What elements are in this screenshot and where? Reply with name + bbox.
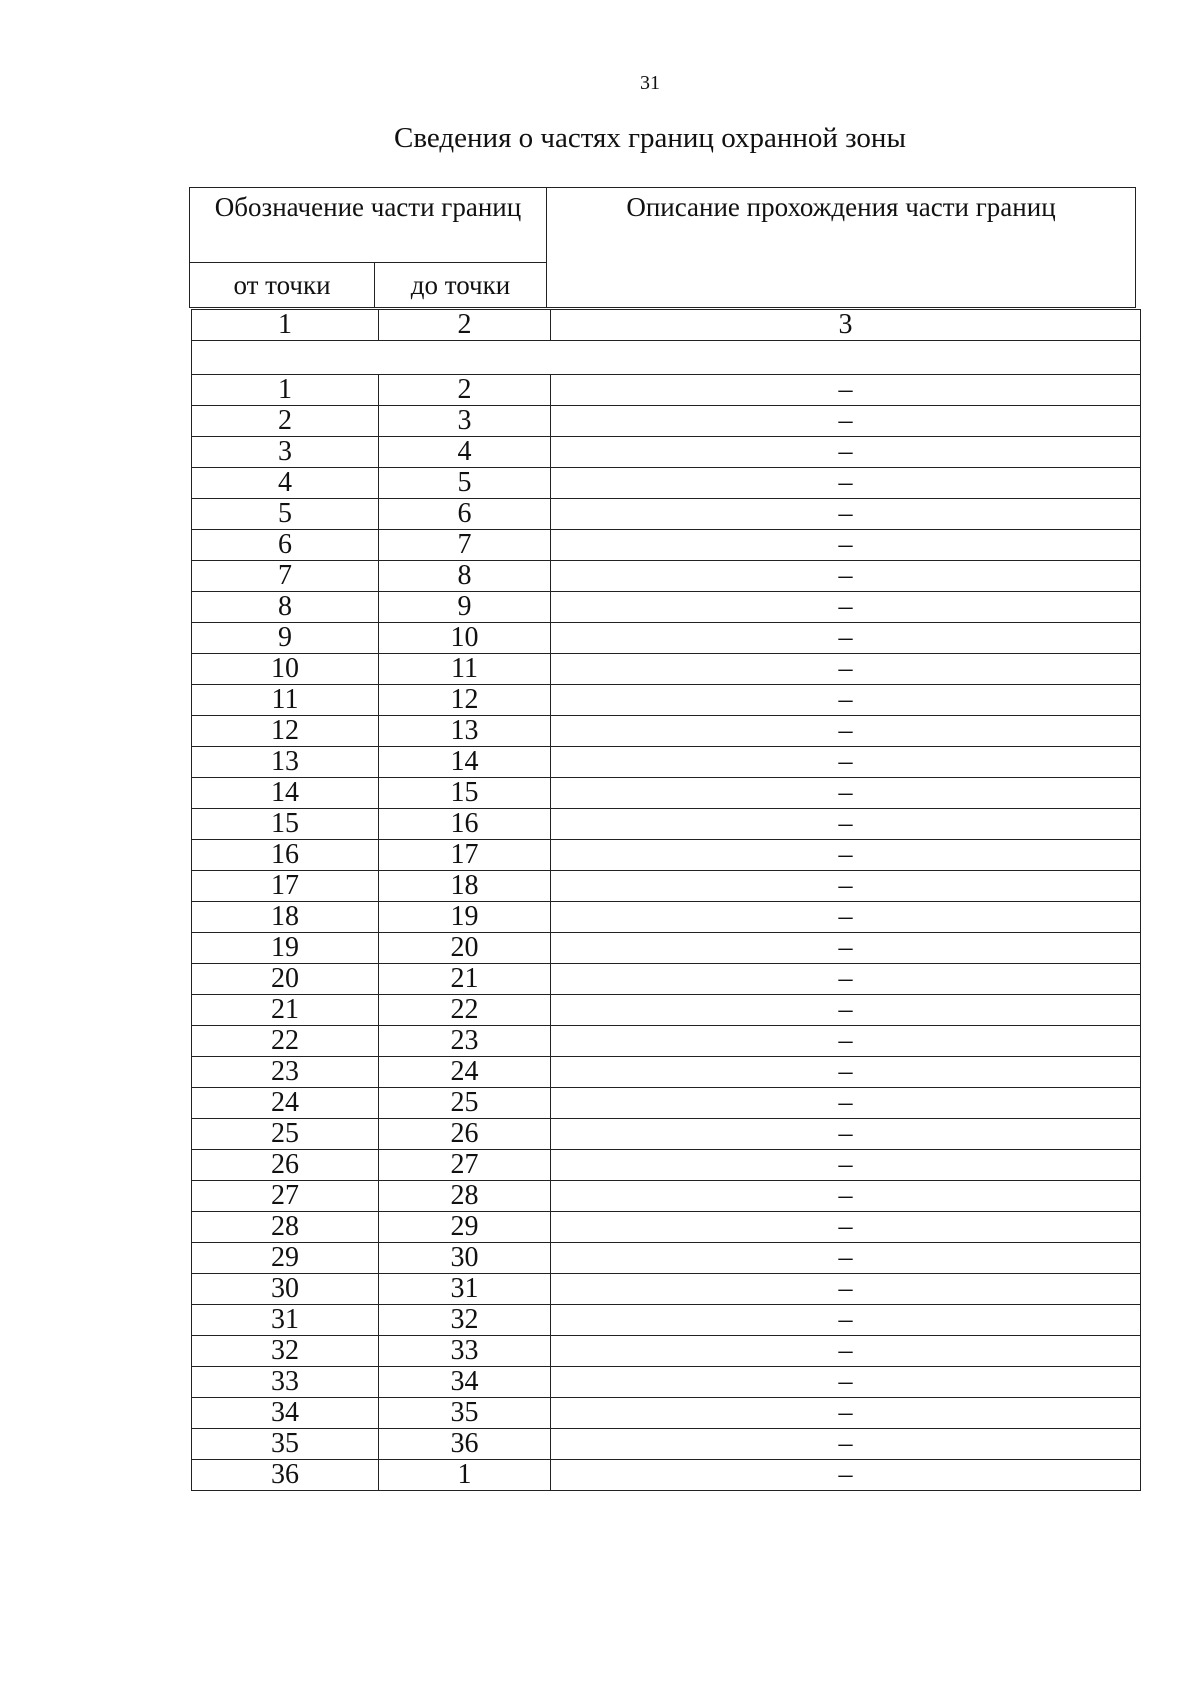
table-row [192, 1398, 1141, 1429]
description-cell: – [551, 840, 1141, 871]
from-point-cell: 27 [192, 1181, 379, 1212]
table-row [192, 1181, 1141, 1212]
from-point-cell: 9 [192, 623, 379, 654]
table-row [192, 1119, 1141, 1150]
table-row [192, 437, 1141, 468]
to-point-cell: 17 [379, 840, 551, 871]
table-row [192, 1057, 1141, 1088]
description-cell: – [551, 623, 1141, 654]
from-point-cell: 31 [192, 1305, 379, 1336]
table-row [192, 871, 1141, 902]
description-cell: – [551, 437, 1141, 468]
to-point-cell: 15 [379, 778, 551, 809]
description-cell: – [551, 406, 1141, 437]
table-row [192, 1088, 1141, 1119]
column-number: 2 [379, 310, 551, 341]
header-to-point: до точки [375, 263, 547, 308]
from-point-cell: 12 [192, 716, 379, 747]
to-point-cell: 33 [379, 1336, 551, 1367]
description-cell: – [551, 1181, 1141, 1212]
table-row [192, 716, 1141, 747]
from-point-cell: 21 [192, 995, 379, 1026]
from-point-cell: 4 [192, 468, 379, 499]
header-boundary-part-description: Описание прохождения части границ [547, 188, 1136, 308]
description-cell: – [551, 1336, 1141, 1367]
description-cell: – [551, 654, 1141, 685]
description-cell: – [551, 1026, 1141, 1057]
from-point-cell: 24 [192, 1088, 379, 1119]
from-point-cell: 28 [192, 1212, 379, 1243]
to-point-cell: 20 [379, 933, 551, 964]
to-point-cell: 13 [379, 716, 551, 747]
from-point-cell: 17 [192, 871, 379, 902]
description-cell: – [551, 809, 1141, 840]
description-cell: – [551, 995, 1141, 1026]
description-cell: – [551, 592, 1141, 623]
table-row [192, 561, 1141, 592]
table-row [192, 685, 1141, 716]
to-point-cell: 16 [379, 809, 551, 840]
header-boundary-part-designation: Обозначение части границ [190, 188, 547, 263]
description-cell: – [551, 530, 1141, 561]
from-point-cell: 15 [192, 809, 379, 840]
table-row [192, 1274, 1141, 1305]
table-row [192, 623, 1141, 654]
from-point-cell: 29 [192, 1243, 379, 1274]
description-cell: – [551, 499, 1141, 530]
to-point-cell: 14 [379, 747, 551, 778]
to-point-cell: 5 [379, 468, 551, 499]
from-point-cell: 23 [192, 1057, 379, 1088]
description-cell: – [551, 1274, 1141, 1305]
from-point-cell: 13 [192, 747, 379, 778]
from-point-cell: 26 [192, 1150, 379, 1181]
from-point-cell: 25 [192, 1119, 379, 1150]
table-row [192, 1243, 1141, 1274]
table-row [192, 778, 1141, 809]
to-point-cell: 8 [379, 561, 551, 592]
description-cell: – [551, 1088, 1141, 1119]
to-point-cell: 30 [379, 1243, 551, 1274]
table-row [192, 995, 1141, 1026]
table-row [192, 499, 1141, 530]
to-point-cell: 32 [379, 1305, 551, 1336]
from-point-cell: 35 [192, 1429, 379, 1460]
to-point-cell: 2 [379, 375, 551, 406]
to-point-cell: 18 [379, 871, 551, 902]
from-point-cell: 36 [192, 1460, 379, 1491]
to-point-cell: 10 [379, 623, 551, 654]
boundary-parts-table [191, 309, 1141, 1491]
from-point-cell: 5 [192, 499, 379, 530]
table-row [192, 840, 1141, 871]
page-title: Сведения о частях границ охранной зоны [394, 122, 906, 154]
to-point-cell: 34 [379, 1367, 551, 1398]
to-point-cell: 36 [379, 1429, 551, 1460]
description-cell: – [551, 685, 1141, 716]
description-cell: – [551, 1150, 1141, 1181]
section-label [192, 341, 1141, 375]
to-point-cell: 19 [379, 902, 551, 933]
description-cell: – [551, 375, 1141, 406]
column-numbers-row [192, 310, 1141, 341]
to-point-cell: 27 [379, 1150, 551, 1181]
description-cell: – [551, 871, 1141, 902]
from-point-cell: 22 [192, 1026, 379, 1057]
description-cell: – [551, 902, 1141, 933]
from-point-cell: 6 [192, 530, 379, 561]
from-point-cell: 11 [192, 685, 379, 716]
description-cell: – [551, 1243, 1141, 1274]
column-number: 3 [551, 310, 1141, 341]
table-row [192, 592, 1141, 623]
from-point-cell: 30 [192, 1274, 379, 1305]
description-cell: – [551, 716, 1141, 747]
to-point-cell: 9 [379, 592, 551, 623]
table-row [192, 1429, 1141, 1460]
from-point-cell: 7 [192, 561, 379, 592]
from-point-cell: 16 [192, 840, 379, 871]
from-point-cell: 14 [192, 778, 379, 809]
description-cell: – [551, 964, 1141, 995]
description-cell: – [551, 1305, 1141, 1336]
to-point-cell: 12 [379, 685, 551, 716]
table-row [192, 406, 1141, 437]
from-point-cell: 20 [192, 964, 379, 995]
from-point-cell: 8 [192, 592, 379, 623]
to-point-cell: 31 [379, 1274, 551, 1305]
description-cell: – [551, 1212, 1141, 1243]
table-row [192, 902, 1141, 933]
table-row [192, 964, 1141, 995]
table-row [192, 747, 1141, 778]
table-row [192, 1150, 1141, 1181]
description-cell: – [551, 468, 1141, 499]
from-point-cell: 19 [192, 933, 379, 964]
table-row [192, 530, 1141, 561]
table-row [192, 1212, 1141, 1243]
description-cell: – [551, 1367, 1141, 1398]
from-point-cell: 32 [192, 1336, 379, 1367]
header-from-point: от точки [190, 263, 375, 308]
to-point-cell: 4 [379, 437, 551, 468]
description-cell: – [551, 1460, 1141, 1491]
description-cell: – [551, 778, 1141, 809]
to-point-cell: 22 [379, 995, 551, 1026]
table-row [192, 1367, 1141, 1398]
description-cell: – [551, 933, 1141, 964]
from-point-cell: 33 [192, 1367, 379, 1398]
to-point-cell: 26 [379, 1119, 551, 1150]
to-point-cell: 6 [379, 499, 551, 530]
to-point-cell: 3 [379, 406, 551, 437]
to-point-cell: 25 [379, 1088, 551, 1119]
table-row [192, 1026, 1141, 1057]
description-cell: – [551, 561, 1141, 592]
to-point-cell: 24 [379, 1057, 551, 1088]
section-row [192, 341, 1141, 375]
description-cell: – [551, 1057, 1141, 1088]
boundary-table-header [189, 187, 1136, 308]
to-point-cell: 23 [379, 1026, 551, 1057]
table-row [192, 1305, 1141, 1336]
description-cell: – [551, 747, 1141, 778]
to-point-cell: 11 [379, 654, 551, 685]
column-number: 1 [192, 310, 379, 341]
table-row [192, 654, 1141, 685]
to-point-cell: 35 [379, 1398, 551, 1429]
from-point-cell: 2 [192, 406, 379, 437]
table-row [192, 468, 1141, 499]
table-row [192, 1336, 1141, 1367]
to-point-cell: 7 [379, 530, 551, 561]
from-point-cell: 3 [192, 437, 379, 468]
from-point-cell: 34 [192, 1398, 379, 1429]
from-point-cell: 18 [192, 902, 379, 933]
description-cell: – [551, 1429, 1141, 1460]
table-row [192, 375, 1141, 406]
table-row [192, 809, 1141, 840]
page-number: 31 [640, 72, 660, 94]
to-point-cell: 1 [379, 1460, 551, 1491]
to-point-cell: 21 [379, 964, 551, 995]
from-point-cell: 1 [192, 375, 379, 406]
description-cell: – [551, 1119, 1141, 1150]
table-row [192, 1460, 1141, 1491]
description-cell: – [551, 1398, 1141, 1429]
to-point-cell: 28 [379, 1181, 551, 1212]
table-row [192, 933, 1141, 964]
from-point-cell: 10 [192, 654, 379, 685]
to-point-cell: 29 [379, 1212, 551, 1243]
